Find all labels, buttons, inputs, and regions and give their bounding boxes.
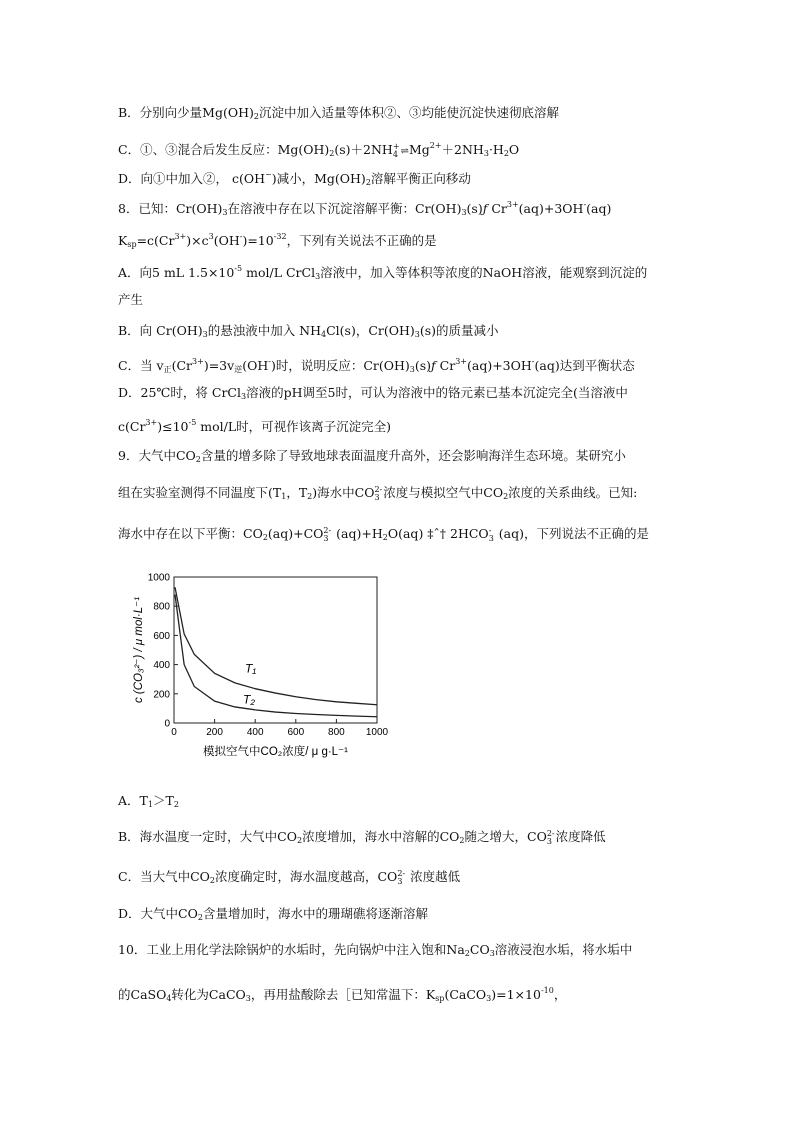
y-axis-label: c (CO₃²⁻) / μ mol·L⁻¹	[133, 596, 145, 704]
x-tick-label: 200	[206, 727, 223, 738]
y-tick-label: 800	[153, 601, 170, 613]
option-7c: C．①、③混合后发生反应：$Mg(OH)_2(s)+2NH$ + 4 $\rightleftharpoons Mg^{2+}+2NH_3\cdot H_2O$	[118, 141, 520, 159]
x-tick-label: 800	[328, 727, 345, 738]
question-9-b: 组在实验室测得不同温度下($T_1$，$T_2$)海水中CO 2- 3 浓度与模拟空气中$CO_2$浓度的关系曲线。已知:	[118, 484, 638, 502]
series-line-1	[175, 587, 377, 705]
y-tick-label: 400	[153, 660, 170, 672]
option-7d: D．向①中加入②， c(OH−)减小，$Mg(OH)_2$溶解平衡正向移动	[118, 170, 471, 187]
series-line-2	[175, 595, 377, 717]
option-9a: A．$T_1>T_2$	[118, 793, 179, 809]
question-8-ksp: $K_{sp}=c(Cr^{3+})\times c^3(OH^-)=10^{-32}$，下列有关说法不正确的是	[118, 232, 437, 249]
option-8a-cont: 产生	[118, 292, 144, 307]
y-tick-label: 0	[164, 718, 170, 730]
option-7b: B．分别向少量$Mg(OH)_2$沉淀中加入适量等体积②、③均能使沉淀快速彻底溶解	[118, 105, 559, 121]
option-9c: C．当大气中$CO_2$浓度确定时，海水温度越高，CO 2- 3 浓度越低	[118, 868, 461, 886]
option-8d: D．25℃时，将 CrCl$_3$溶液的pH调至5时，可认为溶液中的铬元素已基本沉淀完全(当溶液中	[118, 385, 628, 401]
x-tick-label: 400	[246, 727, 264, 738]
question-10: 10．工业上用化学法除锅炉的水垢时，先向锅炉中注入饱和$Na_2CO_3$溶液浸泡水垢，将水垢中	[118, 942, 633, 958]
option-8b: B．向 $Cr(OH)_3$的悬浊液中加入 $NH_4Cl(s)$，$Cr(OH)_3(s)$的质量减小	[118, 323, 499, 339]
option-8a: A．向5 mL $1.5\times 10^{-5}$ mol/L CrCl$_3$溶液中，加入等体积等浓度的NaOH溶液，能观察到沉淀的	[118, 264, 648, 281]
y-tick-label: 1000	[147, 572, 170, 584]
curve-label-1: T₁	[245, 661, 257, 676]
x-tick-label: 1000	[365, 727, 388, 738]
option-9d: D．大气中$CO_2$含量增加时，海水中的珊瑚礁将逐渐溶解	[118, 906, 428, 922]
co3-concentration-chart	[128, 560, 388, 770]
plot-frame	[174, 577, 377, 723]
curve-label-2: T₂	[243, 692, 255, 707]
option-8d-cont: $c(Cr^{3+})\le 10^{-5}$ mol/L时，可视作该离子沉淀完全)	[118, 418, 392, 434]
y-tick-label: 200	[153, 689, 170, 701]
question-8: 8．已知：$Cr(OH)_3$在溶液中存在以下沉淀溶解平衡：$Cr(OH)_3(s)ƒ$ $Cr^{3+}(aq)+3OH^-(aq)$	[118, 200, 612, 217]
question-9: 9．大气中$CO_2$含量的增多除了导致地球表面温度升高外，还会影响海洋生态环境。某研究小	[118, 448, 626, 464]
x-axis-label: 模拟空气中CO₂浓度/ μ g·L⁻¹	[203, 746, 348, 758]
option-9b: B．海水温度一定时，大气中$CO_2$浓度增加，海水中溶解的$CO_2$随之增大，CO 2- 3 浓度降低	[118, 828, 606, 846]
option-8c: C．当 $v_正(Cr^{3+})=3v_逆(OH^-)$时，说明反应：$Cr(OH)_3(s)ƒ$ $Cr^{3+}(aq)+3OH^-(aq)$达到平衡状态	[118, 357, 635, 374]
question-10-b: 的CaSO$_4$转化为CaCO$_3$，再用盐酸除去［已知常温下：$K_{sp}(CaCO_3)=1\times 10^{-10}$，	[118, 986, 567, 1003]
x-tick-label: 600	[287, 727, 305, 738]
y-tick-label: 600	[153, 630, 170, 642]
question-9-c: 海水中存在以下平衡：$CO_2(aq)+CO$ 2- 3 $(aq)+H_2O(aq)$ ‡ˆ† 2HCO - 3 (aq)，下列说法不正确的是	[118, 525, 649, 543]
x-tick-label: 0	[171, 727, 177, 738]
